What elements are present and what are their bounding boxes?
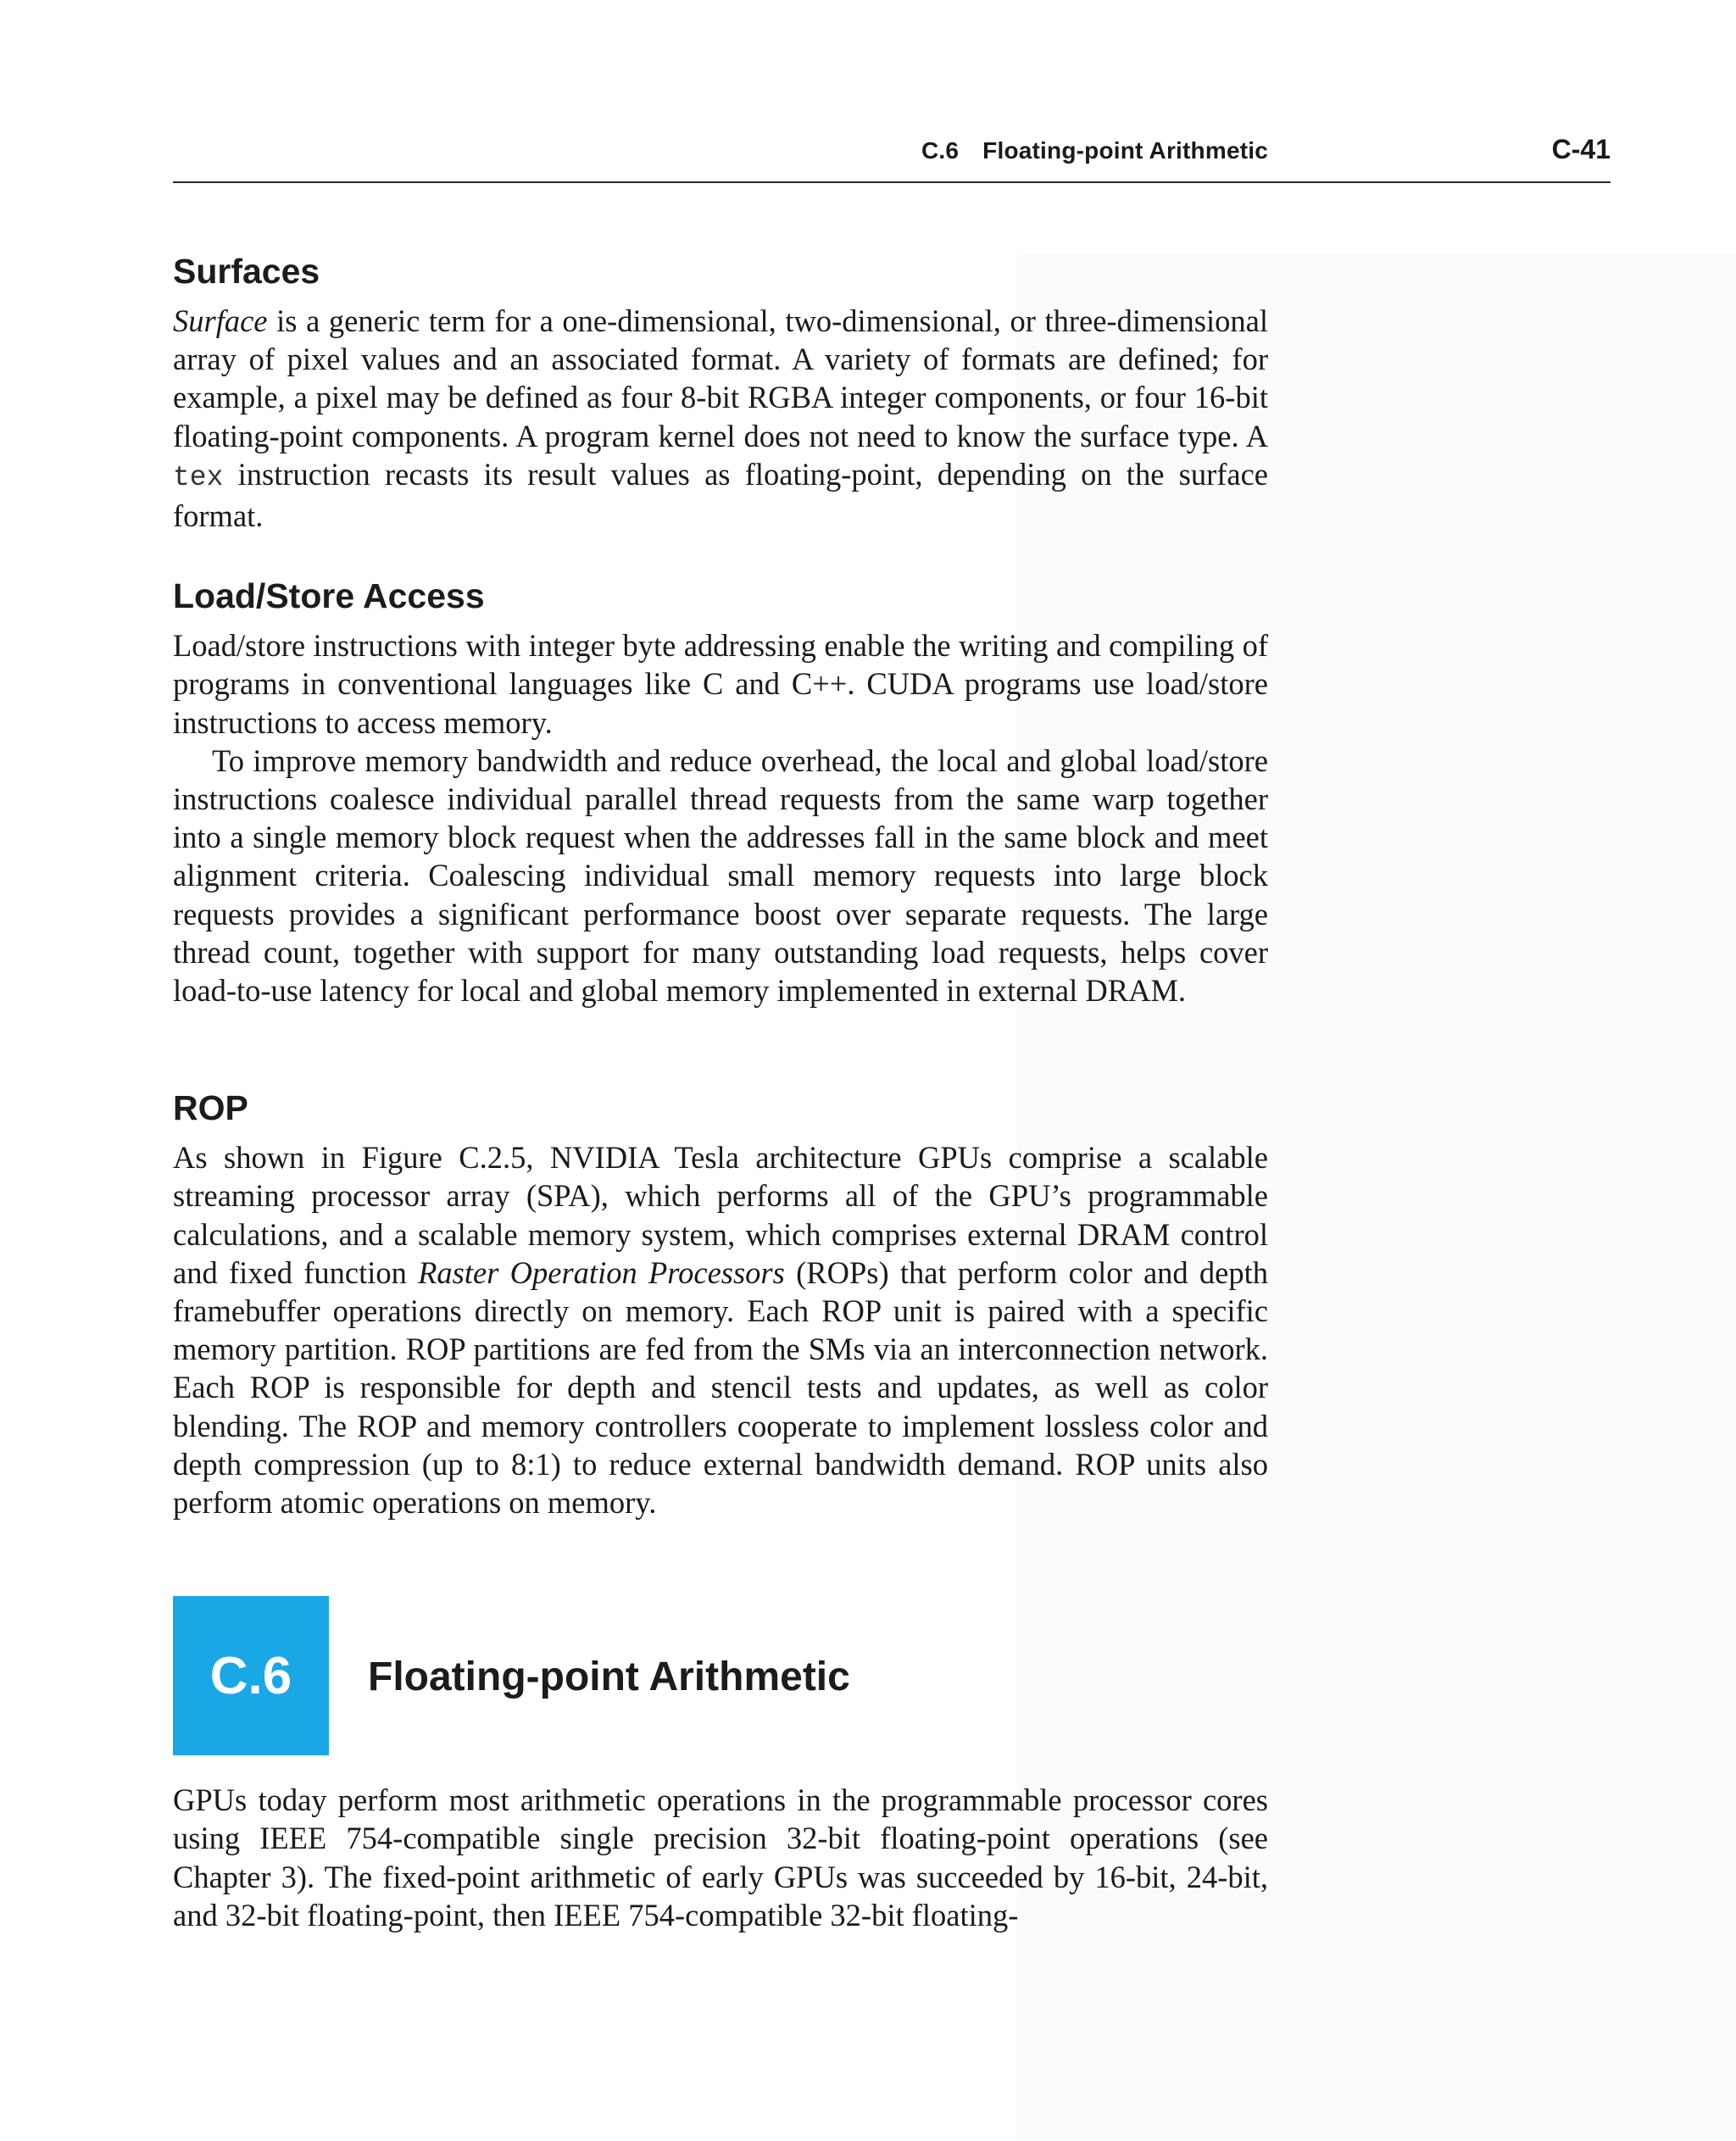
- section-number: C.6: [209, 1646, 292, 1705]
- paragraph-load-store-1: Load/store instructions with integer byte addressing enable the writing and compiling of programs in conventional languages like C and C++. CUDA programs use load/store instructions to access memory.: [173, 628, 1268, 740]
- paragraph-load-store-2: To improve memory bandwidth and reduce overhead, the local and global load/store instructions coalesce individual parallel thread requests from the same warp together into a single memory block request when the addresses fall in the same block and meet alignment criteria. Coalescing individual small memory requests into large block requests provides a significant performance boost over separate requests. The large thread count, together with support for many outstanding load requests, helps cover load-to-use latency for local and global memory implemented in external DRAM.: [173, 742, 1268, 1009]
- section-heading-block: [173, 1596, 1268, 1755]
- section-title: Floating-point Arithmetic: [368, 1654, 850, 1700]
- page-number: C-41: [1551, 134, 1611, 164]
- page-body: [173, 247, 1268, 1934]
- heading-load-store: Load/Store Access: [173, 576, 485, 616]
- paragraph-floating-point: GPUs today perform most arithmetic operations in the programmable processor cores using IEEE 754-compatible single precision 32-bit floating-point operations (see Chapter 3). The fixed-point arithmetic of early GPUs was succeeded by 16-bit, 24-bit, and 32-bit floating-point, then IEEE 754-compatible 32-bit floating-: [173, 1782, 1268, 1932]
- term-raster-operation-processors: Raster Operation Processors: [418, 1254, 785, 1290]
- paragraph-rop: As shown in Figure C.2.5, NVIDIA Tesla architecture GPUs comprise a scalable streaming processor array (SPA), which performs all of the GPU’s programmable calculations, and a scalable memory system, which comprises external DRAM control and fixed function Raster Operation Processors (ROPs) that perform color and depth framebuffer operations directly on memory. Each ROP unit is paired with a specific memory partition. ROP partitions are fed from the SMs via an interconnection network. Each ROP is responsible for depth and stencil tests and updates, as well as color blending. The ROP and memory controllers cooperate to implement lossless color and depth compression (up to 8:1) to reduce external bandwidth demand. ROP units also perform atomic operations on memory.: [173, 1140, 1268, 1521]
- running-title: [921, 137, 1268, 164]
- heading-surfaces: Surfaces: [173, 252, 320, 291]
- heading-rop: ROP: [173, 1088, 248, 1128]
- code-tex: tex: [173, 461, 224, 493]
- paragraph-surfaces: Surface is a generic term for a one-dimensional, two-dimensional, or three-dimensional array of pixel values and an associated format. A variety of formats are defined; for example, a pixel may be defined as four 8-bit RGBA integer components, or four 16-bit floating-point components. A program kernel does not need to know the surface type. A tex instruction recasts its result values as floating-point, depending on the surface format.: [173, 303, 1268, 534]
- running-header: [173, 127, 1611, 183]
- term-surface: Surface: [173, 303, 268, 338]
- running-title-text: Floating-point Arithmetic: [982, 137, 1268, 164]
- running-section-label: C.6: [921, 137, 960, 164]
